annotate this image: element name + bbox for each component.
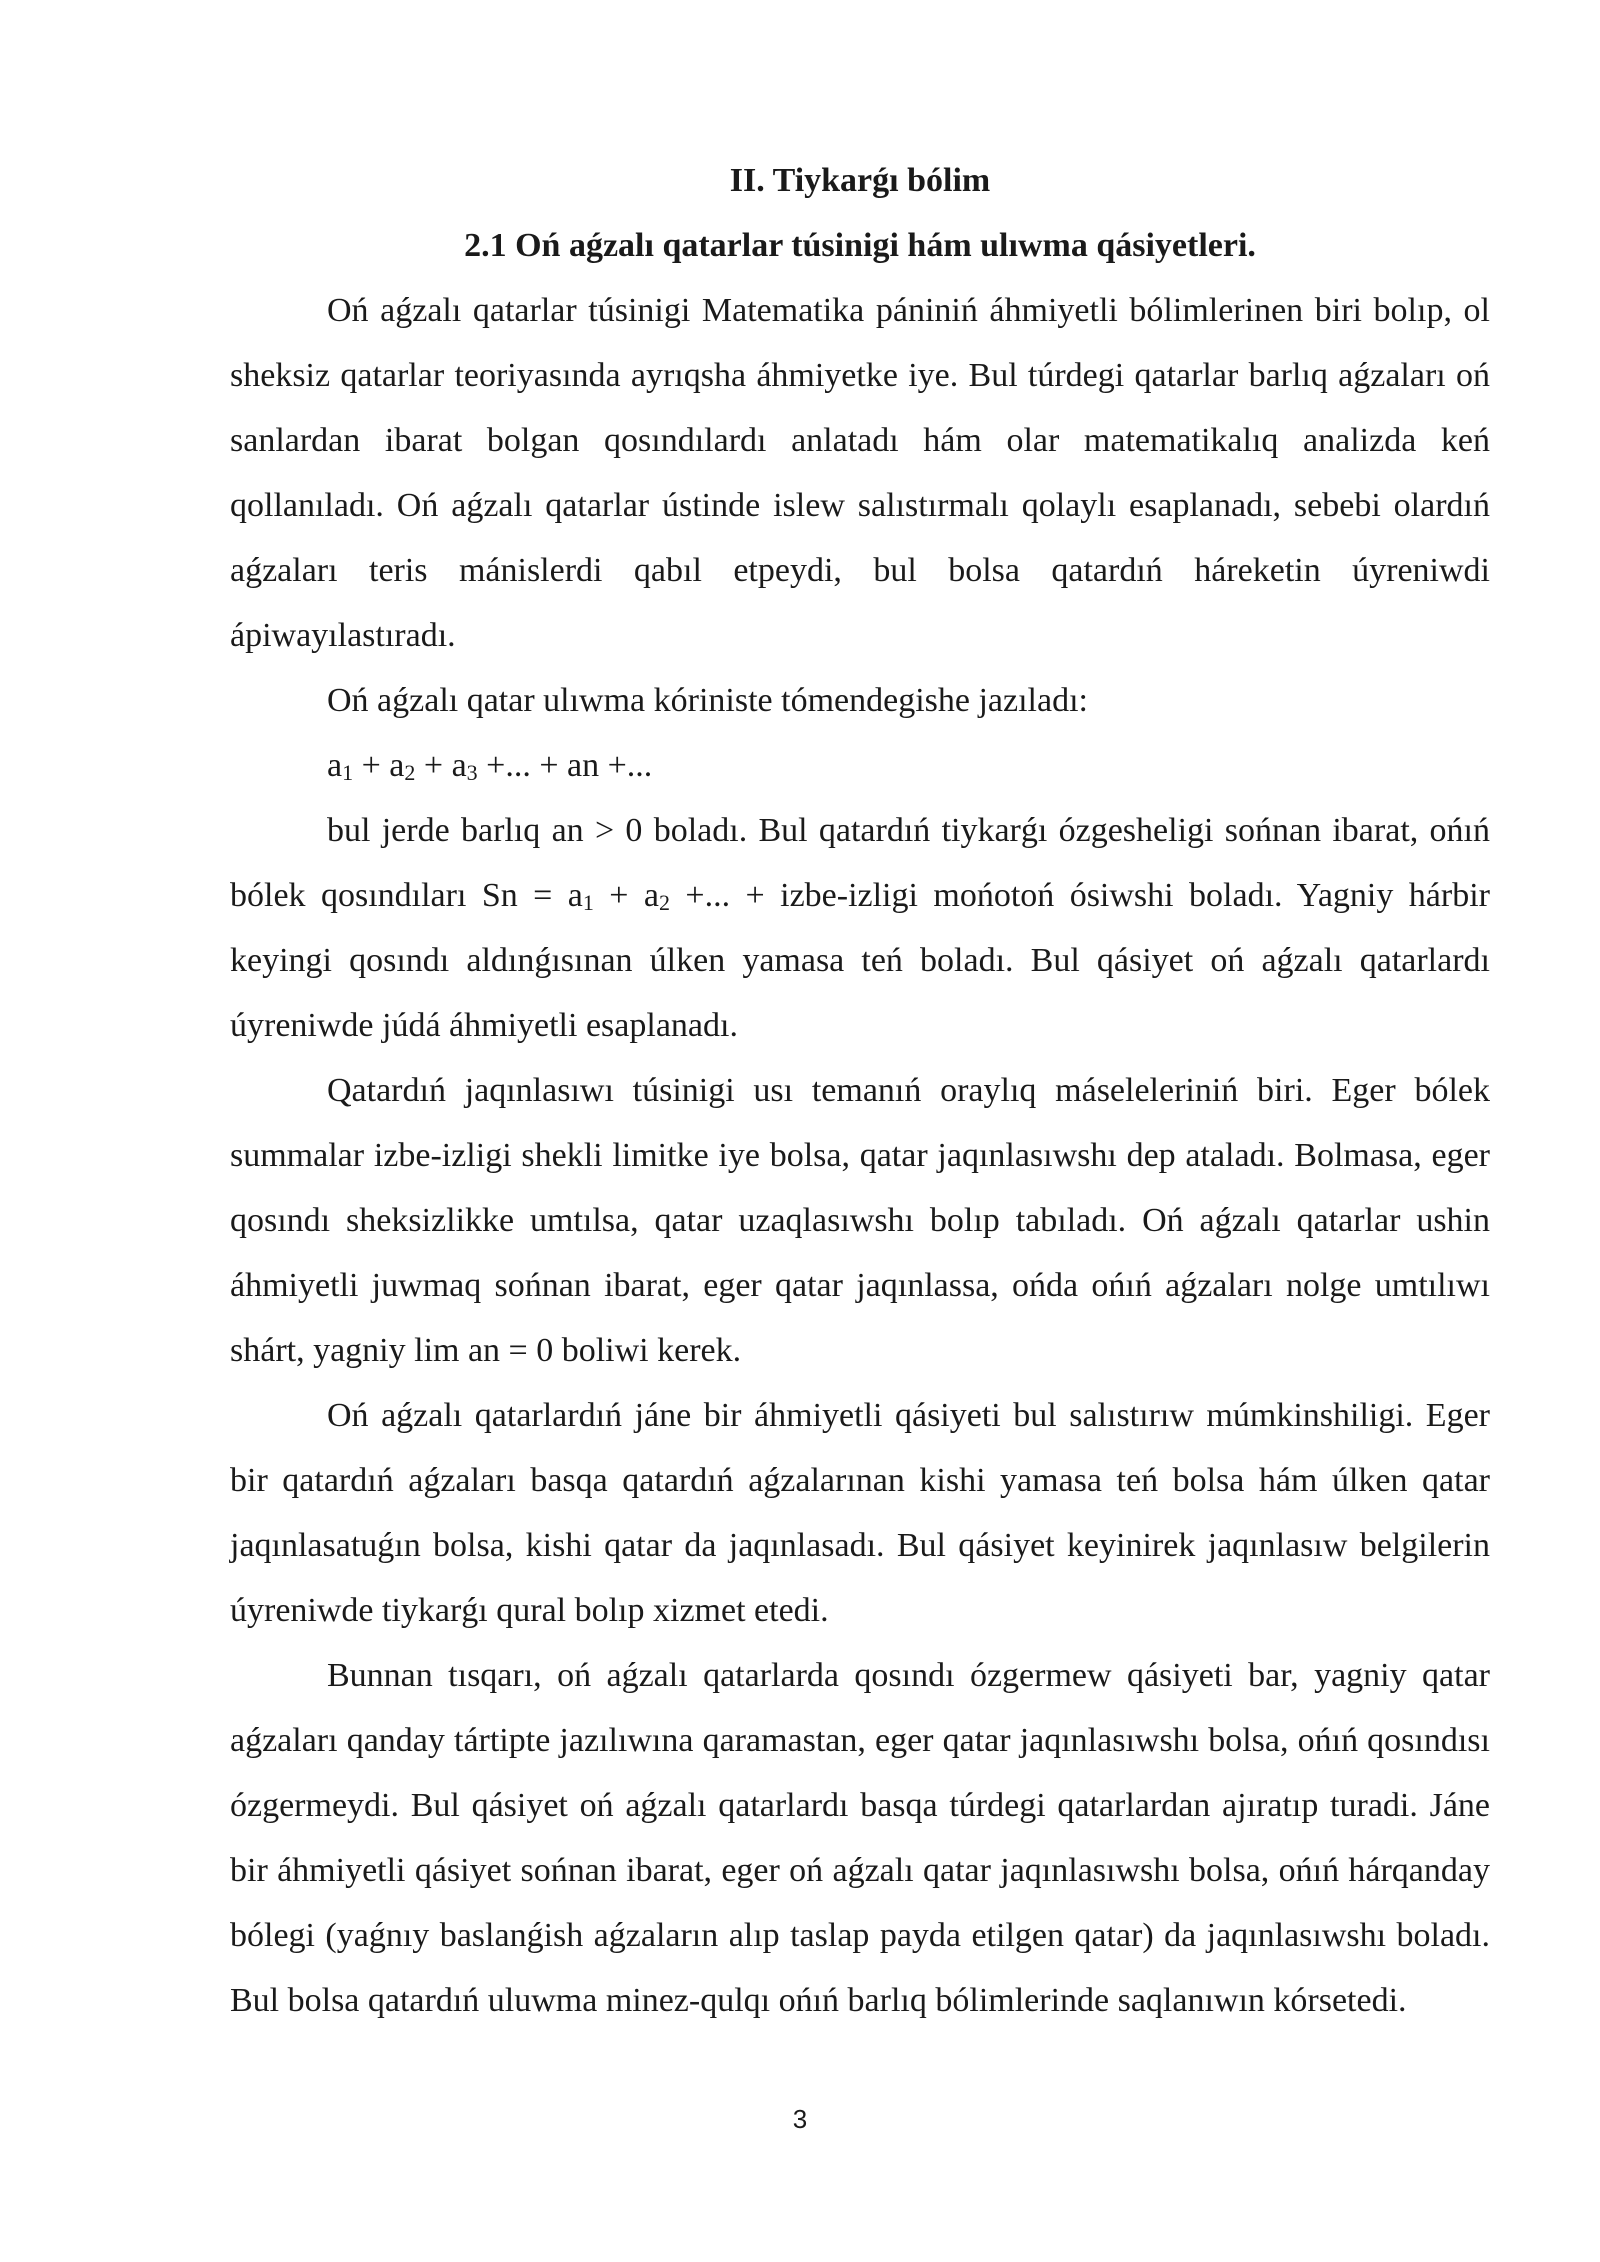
formula-plus: + [593,877,644,914]
section-title: II. Tiykarǵı bólim [729,162,991,199]
formula-subscript: 3 [466,760,478,785]
paragraph-convergence: Qatardıń jaqınlasıwı túsinigi usı temanıń oraylıq máseleleriniń biri. Eger bólek summalar izbe-izligi shekli limitke iye bolsa, qatar jaqınlasıwshı dep ataladı. Bolmasa, eger qosındı sheksizlikke umtılsa, qatar uzaqlasıwshı bolıp tabıladı. Oń aǵzalı qatarlar ushin áhmiyetli juwmaq sońnan ibarat, eger qatar jaqınlassa, ońda ońıń aǵzaları nolge umtılıwı shárt, yagniy lim an = 0 boliwi kerek. [230,1072,1490,1369]
formula-plus: + [730,877,781,914]
formula-subscript: 1 [342,760,354,785]
paragraph-text: bul jerde barlıq an > 0 boladı. Bul qatardıń tiykarǵı ózgesheligi sońnan ibarat, ońıń bólek qosındıları Sn = a [230,812,1490,914]
page-content [230,148,1490,2033]
paragraph-general-form: Oń aǵzalı qatar ulıwma kóriniste tómendegishe jazıladı: [327,682,1088,719]
page-number: 3 [792,2104,808,2134]
series-formula [230,733,1490,798]
formula-subscript: 2 [404,760,416,785]
formula-inline-tail: +... [669,877,731,914]
paragraph-rearrangement: Bunnan tısqarı, oń aǵzalı qatarlarda qosındı ózgermew qásiyeti bar, yagniy qatar aǵzaları qanday tártipte jazılıwına qaramastan, eger qatar jaqınlasıwshı bolsa, ońıń qosındısı ózgermeydi. Bul qásiyet oń aǵzalı qatarlardı basqa túrdegi qatarlardan ajıratıp turadi. Jáne bir áhmiyetli qásiyet sońnan ibarat, eger oń aǵzalı qatar jaqınlasıwshı bolsa, ońıń hárqanday bólegi (yaǵnıy baslanǵish aǵzaların alıp taslap payda etilgen qatar) da jaqınlasıwshı boladı. Bul bolsa qatardıń uluwma minez-qulqı ońıń barlıq bólimlerinde saqlanıwın kórsetedi. [230,1657,1490,2019]
paragraph-comparison: Oń aǵzalı qatarlardıń jáne bir áhmiyetli qásiyeti bul salıstırıw múmkinshiligi. Eger bir qatardıń aǵzaları basqa qatardıń aǵzalarınan kishi yamasa teń bolsa hám úlken qatar jaqınlasatuǵın bolsa, kishi qatar da jaqınlasadı. Bul qásiyet keyinirek jaqınlasıw belgilerin úyreniwde tiykarǵı qural bolıp xizmet etedi. [230,1397,1490,1629]
paragraph-intro: Oń aǵzalı qatarlar túsinigi Matematika pániniń áhmiyetli bólimlerinen biri bolıp, ol sheksiz qatarlar teoriyasında ayrıqsha áhmiyetke iye. Bul túrdegi qatarlar barlıq aǵzaları oń sanlardan ibarat bolgan qosındılardı anlatadı hám olar matematikalıq analizda keń qollanıladı. Oń aǵzalı qatarlar ústinde islew salıstırmalı qolaylı esaplanadı, sebebi olardıń aǵzaları teris mánislerdi qabıl etpeydi, bul bolsa qatardıń háreketin úyreniwdi ápiwayılastıradı. [230,292,1490,654]
paragraph-text: izbe-izligi mońotoń ósiwshi boladı. Yagniy hárbir keyingi qosındı aldınǵısınan úlken yamasa teń boladı. Bul qásiyet oń aǵzalı qatarlardı úyreniwde júdá áhmiyetli esaplanadı. [230,877,1490,1044]
formula-plus: + [415,747,452,784]
formula-tail: +... + an +... [477,747,653,784]
formula-subscript: 1 [582,890,594,915]
formula-term: a [643,877,659,914]
paragraph-partial-sums [230,798,1490,1058]
formula-plus: + [353,747,390,784]
formula-subscript: 2 [658,890,670,915]
formula-term: a [389,747,405,784]
formula-term: a [327,747,343,784]
formula-term: a [451,747,467,784]
subsection-title: 2.1 Oń aǵzalı qatarlar túsinigi hám ulıwma qásiyetleri. [464,227,1256,264]
